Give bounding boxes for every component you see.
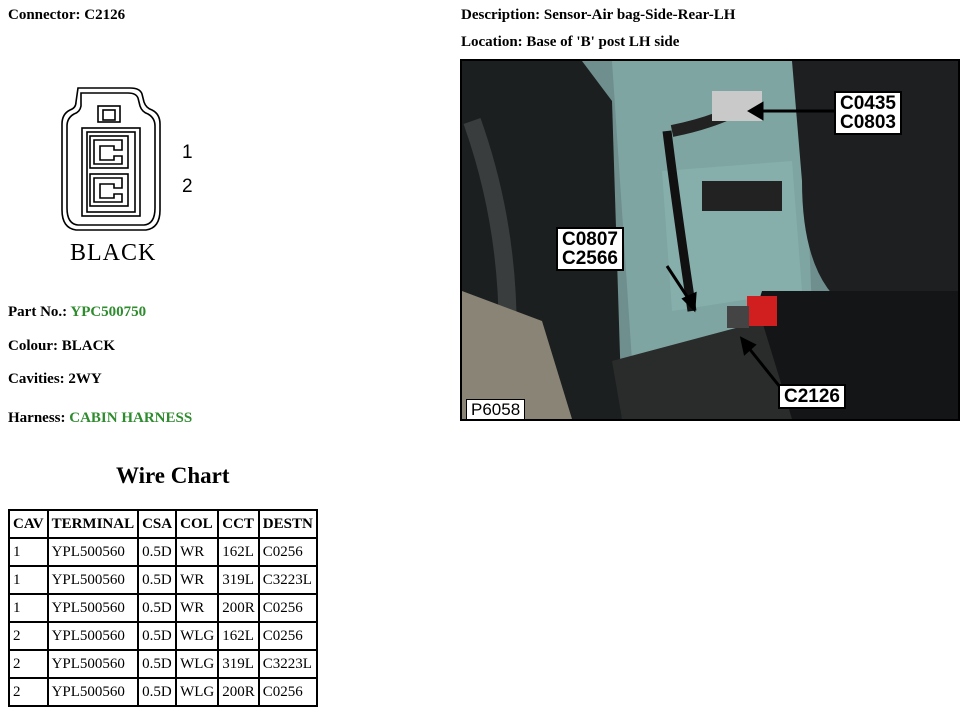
callout-c0807: C0807 <box>562 229 618 250</box>
callout-c2126: C2126 <box>778 384 846 409</box>
pin-2-label: 2 <box>182 176 193 197</box>
cell-cct: 162L <box>218 538 259 566</box>
cavities-line <box>8 371 102 388</box>
cell-cct: 200R <box>218 678 259 706</box>
connector-colour-caption: BLACK <box>70 240 157 266</box>
cell-csa: 0.5D <box>138 538 176 566</box>
callout-c0435-c0803 <box>834 91 902 135</box>
location-label: Location: <box>461 34 523 50</box>
cell-csa: 0.5D <box>138 678 176 706</box>
cell-terminal: YPL500560 <box>48 678 139 706</box>
cell-cav: 1 <box>9 538 48 566</box>
description-line <box>461 7 735 24</box>
photo-id-label: P6058 <box>466 399 525 421</box>
wire-chart-table <box>8 509 318 707</box>
cell-col: WLG <box>176 622 218 650</box>
cell-csa: 0.5D <box>138 650 176 678</box>
colour-value: BLACK <box>61 338 116 354</box>
cell-terminal: YPL500560 <box>48 650 139 678</box>
colour-line <box>8 338 115 355</box>
cell-col: WR <box>176 594 218 622</box>
cell-csa: 0.5D <box>138 622 176 650</box>
col-header-terminal: TERMINAL <box>48 510 139 538</box>
table-row <box>9 538 317 566</box>
cell-destn: C0256 <box>259 622 317 650</box>
col-header-col: COL <box>176 510 218 538</box>
table-row <box>9 650 317 678</box>
cell-cav: 1 <box>9 566 48 594</box>
cell-terminal: YPL500560 <box>48 566 139 594</box>
part-no-line <box>8 304 146 321</box>
part-no-label: Part No.: <box>8 304 68 320</box>
connector-label: Connector: <box>8 7 81 23</box>
callout-c0807-c2566 <box>556 227 624 271</box>
cell-col: WR <box>176 538 218 566</box>
col-header-destn: DESTN <box>259 510 317 538</box>
cell-csa: 0.5D <box>138 594 176 622</box>
col-header-cav: CAV <box>9 510 48 538</box>
cell-csa: 0.5D <box>138 566 176 594</box>
cell-col: WR <box>176 566 218 594</box>
cell-cav: 1 <box>9 594 48 622</box>
table-row <box>9 622 317 650</box>
description-value: Sensor-Air bag-Side-Rear-LH <box>543 7 736 23</box>
cell-destn: C0256 <box>259 594 317 622</box>
harness-link[interactable]: CABIN HARNESS <box>69 410 193 426</box>
description-label: Description: <box>461 7 541 23</box>
callout-c2566: C2566 <box>562 248 618 269</box>
harness-label: Harness: <box>8 410 66 426</box>
cell-cav: 2 <box>9 678 48 706</box>
pin-1-label: 1 <box>182 142 193 163</box>
wire-chart-header-row <box>9 510 317 538</box>
cavities-label: Cavities: <box>8 371 65 387</box>
cell-terminal: YPL500560 <box>48 622 139 650</box>
cell-cav: 2 <box>9 650 48 678</box>
location-photo <box>460 59 960 421</box>
part-no-link[interactable]: YPC500750 <box>70 304 147 320</box>
col-header-cct: CCT <box>218 510 259 538</box>
cell-terminal: YPL500560 <box>48 594 139 622</box>
cell-destn: C0256 <box>259 678 317 706</box>
location-line <box>461 34 679 51</box>
connector-value: C2126 <box>84 7 126 23</box>
callout-c0435: C0435 <box>840 93 896 114</box>
col-header-csa: CSA <box>138 510 176 538</box>
cell-terminal: YPL500560 <box>48 538 139 566</box>
cell-destn: C3223L <box>259 566 317 594</box>
connector-line <box>8 7 125 24</box>
callout-c0803: C0803 <box>840 112 896 133</box>
cell-cct: 319L <box>218 650 259 678</box>
cell-cav: 2 <box>9 622 48 650</box>
cell-col: WLG <box>176 650 218 678</box>
cell-cct: 319L <box>218 566 259 594</box>
table-row <box>9 594 317 622</box>
cell-destn: C3223L <box>259 650 317 678</box>
cavities-value: 2WY <box>68 371 102 387</box>
harness-line <box>8 410 192 427</box>
table-row <box>9 678 317 706</box>
location-value: Base of 'B' post LH side <box>526 34 680 50</box>
cell-cct: 200R <box>218 594 259 622</box>
cell-col: WLG <box>176 678 218 706</box>
cell-destn: C0256 <box>259 538 317 566</box>
table-row <box>9 566 317 594</box>
cell-cct: 162L <box>218 622 259 650</box>
colour-label: Colour: <box>8 338 58 354</box>
wire-chart-title: Wire Chart <box>116 463 230 488</box>
